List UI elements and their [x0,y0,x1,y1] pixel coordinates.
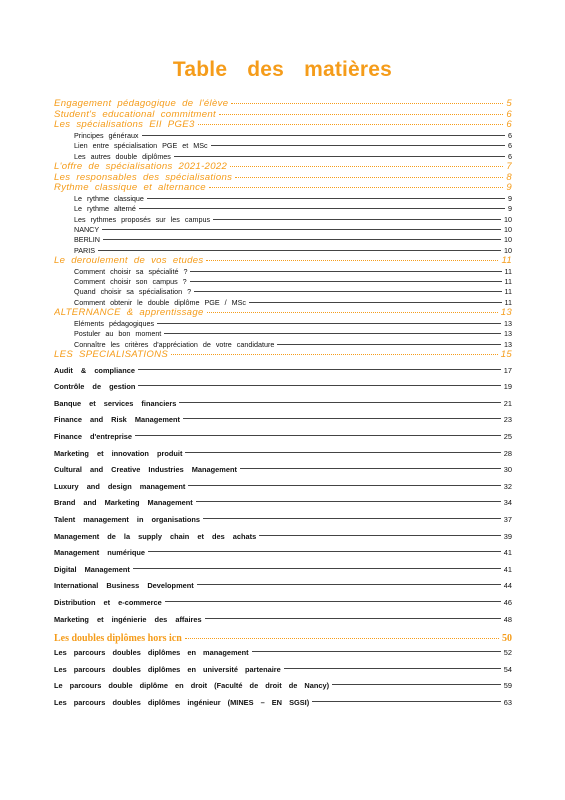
toc-page-number: 10 [504,245,512,255]
toc-entry-label: Quand choisir sa spécialisation ? [74,287,192,297]
toc-entry-spec[interactable] [54,578,512,595]
toc-entry-sec[interactable] [54,256,512,267]
toc-entry-label: Digital Management [54,564,130,574]
toc-dot-leader [196,500,501,502]
toc-entry-label: Les doubles diplômes hors icn [54,633,182,645]
toc-dot-leader [231,102,503,104]
toc-entry-label: Marketing et innovation produit [54,448,183,458]
toc-entry-label: Management de la supply chain et des achats [54,531,257,541]
toc-page-number: 59 [503,681,512,691]
toc-entry-label: Comment choisir sa spécialité ? [74,266,188,276]
toc-dot-leader [157,322,501,324]
toc-dot-leader [277,343,501,345]
toc-page-number: 28 [503,448,512,458]
toc-entry-label: LES SPECIALISATIONS [54,350,169,360]
toc-entry-label: Distribution et e-commerce [54,597,162,607]
toc-entry-label: Le rythme classique [74,193,144,203]
toc-entry-label: Cultural and Creative Industries Management [54,465,237,475]
toc-page-number: 50 [502,633,512,645]
toc-entry-sub[interactable] [54,204,512,214]
toc-page-number: 34 [503,498,512,508]
toc-dot-leader [249,301,502,303]
toc-dot-leader [147,197,505,199]
toc-page-number: 19 [503,382,512,392]
table-of-contents [54,99,512,711]
toc-entry-label: Management numérique [54,548,146,558]
toc-dot-leader [190,280,502,282]
toc-page-number: 13 [504,339,512,349]
toc-dot-leader [240,467,501,469]
toc-page-number: 5 [506,99,512,109]
toc-page-number: 41 [503,548,512,558]
toc-dot-leader [138,368,501,370]
toc-entry-label: Les parcours doubles diplômes ingénieur (MINES – EN SGSI) [54,697,310,707]
toc-page-number: 41 [503,564,512,574]
toc-entry-label: L'offre de spécialisations 2021-2022 [54,161,228,172]
toc-entry-sub[interactable] [54,298,512,308]
toc-entry-label: Finance d'entreprise [54,431,132,441]
toc-page-number: 37 [503,514,512,524]
toc-entry-sec[interactable] [54,350,512,361]
toc-entry-sub[interactable] [54,267,512,277]
toc-dot-leader [164,332,501,334]
toc-entry-dbl[interactable] [54,695,512,712]
toc-dot-leader [183,417,501,419]
toc-entry-label: Principes généraux [74,130,139,140]
toc-entry-label: Luxury and design management [54,481,186,491]
toc-dot-leader [284,667,501,669]
toc-dot-leader [142,134,505,136]
toc-dot-leader [190,270,501,272]
toc-entry-label: BERLIN [74,235,100,245]
toc-entry-spec[interactable] [54,479,512,496]
toc-dot-leader [174,155,505,157]
toc-entry-sec[interactable] [54,183,512,194]
toc-page-number: 46 [503,597,512,607]
toc-dot-leader [102,228,501,230]
toc-dot-leader [211,144,505,146]
toc-dot-leader [139,207,505,209]
toc-entry-label: Connaître les critères d'appréciation de votre candidature [74,339,275,349]
toc-entry-label: Postuler au bon moment [74,329,162,339]
toc-entry-spec[interactable] [54,379,512,396]
toc-dot-leader [230,165,503,167]
page-title: Table des matières [172,58,393,81]
toc-entry-sub[interactable] [54,225,512,235]
toc-entry-label: Lien entre spécialisation PGE et MSc [74,141,208,151]
toc-entry-sub[interactable] [54,319,512,329]
toc-page-number: 39 [503,531,512,541]
toc-dot-leader [133,567,501,569]
toc-entry-label: Comment obtenir le double diplôme PGE / MSc [74,297,247,307]
toc-dot-leader [171,353,498,355]
toc-entry-label: Les spécialisations EII PGE3 [54,120,195,131]
toc-dot-leader [135,434,501,436]
toc-page-number: 6 [508,130,512,140]
toc-dot-leader [194,290,501,292]
toc-dot-leader [203,517,501,519]
toc-dot-leader [188,484,500,486]
toc-entry-label: Les responsables des spécialisations [54,172,233,183]
toc-entry-spec[interactable] [54,545,512,562]
toc-entry-label: Engagement pédagogique de l'élève [54,99,229,109]
toc-page-number: 30 [503,465,512,475]
toc-entry-label: ALTERNANCE & apprentissage [54,308,204,319]
toc-page-number: 63 [503,697,512,707]
toc-page-number: 6 [508,141,512,151]
toc-entry-sub[interactable] [54,131,512,141]
toc-entry-dbl[interactable] [54,662,512,679]
toc-entry-label: Student's educational commitment [54,109,216,120]
toc-entry-sub[interactable] [54,277,512,287]
toc-entry-spec[interactable] [54,412,512,429]
toc-entry-sub[interactable] [54,152,512,162]
toc-entry-label: Les parcours doubles diplômes en management [54,648,249,658]
toc-entry-label: Finance and Risk Management [54,415,181,425]
toc-page-number: 13 [504,318,512,328]
toc-entry-spec[interactable] [54,462,512,479]
toc-entry-spec[interactable] [54,446,512,463]
toc-dot-leader [138,384,500,386]
toc-page-number: 11 [501,256,512,267]
toc-dot-leader [148,550,501,552]
toc-entry-spec[interactable] [54,562,512,579]
toc-page-number: 17 [503,365,512,375]
toc-dot-leader [185,451,500,453]
toc-page-number: 11 [504,266,512,276]
toc-page-number: 11 [504,287,512,297]
toc-dot-leader [179,401,500,403]
toc-entry-label: PARIS [74,245,96,255]
toc-page-number: 10 [504,214,512,224]
toc-entry-sec[interactable] [54,308,512,319]
toc-entry-sec-serif[interactable] [54,632,512,645]
toc-dot-leader [198,123,504,125]
toc-entry-sub[interactable] [54,329,512,339]
toc-entry-dbl[interactable] [54,678,512,695]
toc-dot-leader [209,186,504,188]
toc-page-number: 54 [503,664,512,674]
toc-page-number: 52 [503,648,512,658]
toc-entry-label: Le rythme alterné [74,204,136,214]
toc-dot-leader [197,583,501,585]
toc-page-number: 48 [503,614,512,624]
toc-page-number: 11 [504,297,512,307]
toc-entry-label: Les autres double diplômes [74,151,171,161]
toc-entry-label: Le deroulement de vos etudes [54,256,204,267]
toc-entry-label: Marketing et ingénierie des affaires [54,614,202,624]
toc-page-number: 10 [504,235,512,245]
toc-entry-sub[interactable] [54,194,512,204]
toc-entry-sec[interactable] [54,173,512,184]
toc-entry-label: Talent management in organisations [54,514,200,524]
toc-dot-leader [205,617,501,619]
toc-page-number: 9 [506,183,512,194]
toc-dot-leader [259,534,501,536]
toc-entry-spec[interactable] [54,595,512,612]
toc-dot-leader [206,259,498,261]
toc-page-number: 44 [503,581,512,591]
toc-page-number: 21 [503,398,512,408]
toc-entry-label: Audit & compliance [54,365,135,375]
toc-dot-leader [98,249,501,251]
toc-page-number: 6 [506,109,512,120]
toc-entry-sub[interactable] [54,235,512,245]
toc-page-number: 25 [503,431,512,441]
toc-page-number: 13 [504,329,512,339]
toc-entry-sub[interactable] [54,215,512,225]
toc-page-number: 7 [506,161,512,172]
toc-dot-leader [312,700,501,702]
toc-dot-leader [235,176,503,178]
toc-entry-sec[interactable] [54,162,512,173]
toc-page-number: 9 [508,193,512,203]
toc-entry-label: International Business Development [54,581,194,591]
toc-page-number: 23 [503,415,512,425]
toc-entry-spec[interactable] [54,529,512,546]
toc-dot-leader [103,238,501,240]
toc-dot-leader [165,600,501,602]
toc-entry-label: Eléments pédagogiques [74,318,155,328]
toc-entry-label: Les rythmes proposés sur les campus [74,214,211,224]
toc-entry-spec[interactable] [54,512,512,529]
toc-entry-spec[interactable] [54,429,512,446]
toc-entry-label: Les parcours doubles diplômes en université partenaire [54,664,281,674]
toc-entry-sec[interactable] [54,99,512,110]
toc-entry-sub[interactable] [54,141,512,151]
toc-entry-label: Comment choisir son campus ? [74,277,187,287]
toc-entry-spec[interactable] [54,612,512,629]
toc-entry-sub[interactable] [54,246,512,256]
toc-entry-label: Contrôle de gestion [54,382,136,392]
toc-entry-sec[interactable] [54,120,512,131]
toc-entry-spec[interactable] [54,396,512,413]
toc-entry-sub[interactable] [54,340,512,350]
toc-dot-leader [332,683,501,685]
toc-page-number: 15 [500,350,512,360]
toc-page-number: 11 [504,277,512,287]
toc-dot-leader [213,218,501,220]
toc-dot-leader [252,650,501,652]
toc-entry-label: Brand and Marketing Management [54,498,193,508]
toc-dot-leader [219,113,503,115]
toc-page-number: 8 [506,172,512,183]
toc-page-number: 9 [508,204,512,214]
toc-entry-spec[interactable] [54,363,512,380]
toc-page-number: 6 [506,120,512,131]
toc-entry-dbl[interactable] [54,645,512,662]
toc-page-number: 6 [508,151,512,161]
toc-dot-leader [185,637,499,639]
toc-entry-label: Rythme classique et alternance [54,183,206,194]
toc-page-number: 32 [503,481,512,491]
toc-page-number: 10 [504,224,512,234]
toc-entry-label: Banque et services financiers [54,398,177,408]
toc-entry-sub[interactable] [54,287,512,297]
toc-dot-leader [207,311,498,313]
toc-page-number: 13 [500,308,512,319]
toc-entry-spec[interactable] [54,495,512,512]
toc-entry-label: Le parcours double diplôme en droit (Faculté de droit de Nancy) [54,681,330,691]
toc-entry-label: NANCY [74,224,100,234]
toc-entry-sec[interactable] [54,110,512,121]
